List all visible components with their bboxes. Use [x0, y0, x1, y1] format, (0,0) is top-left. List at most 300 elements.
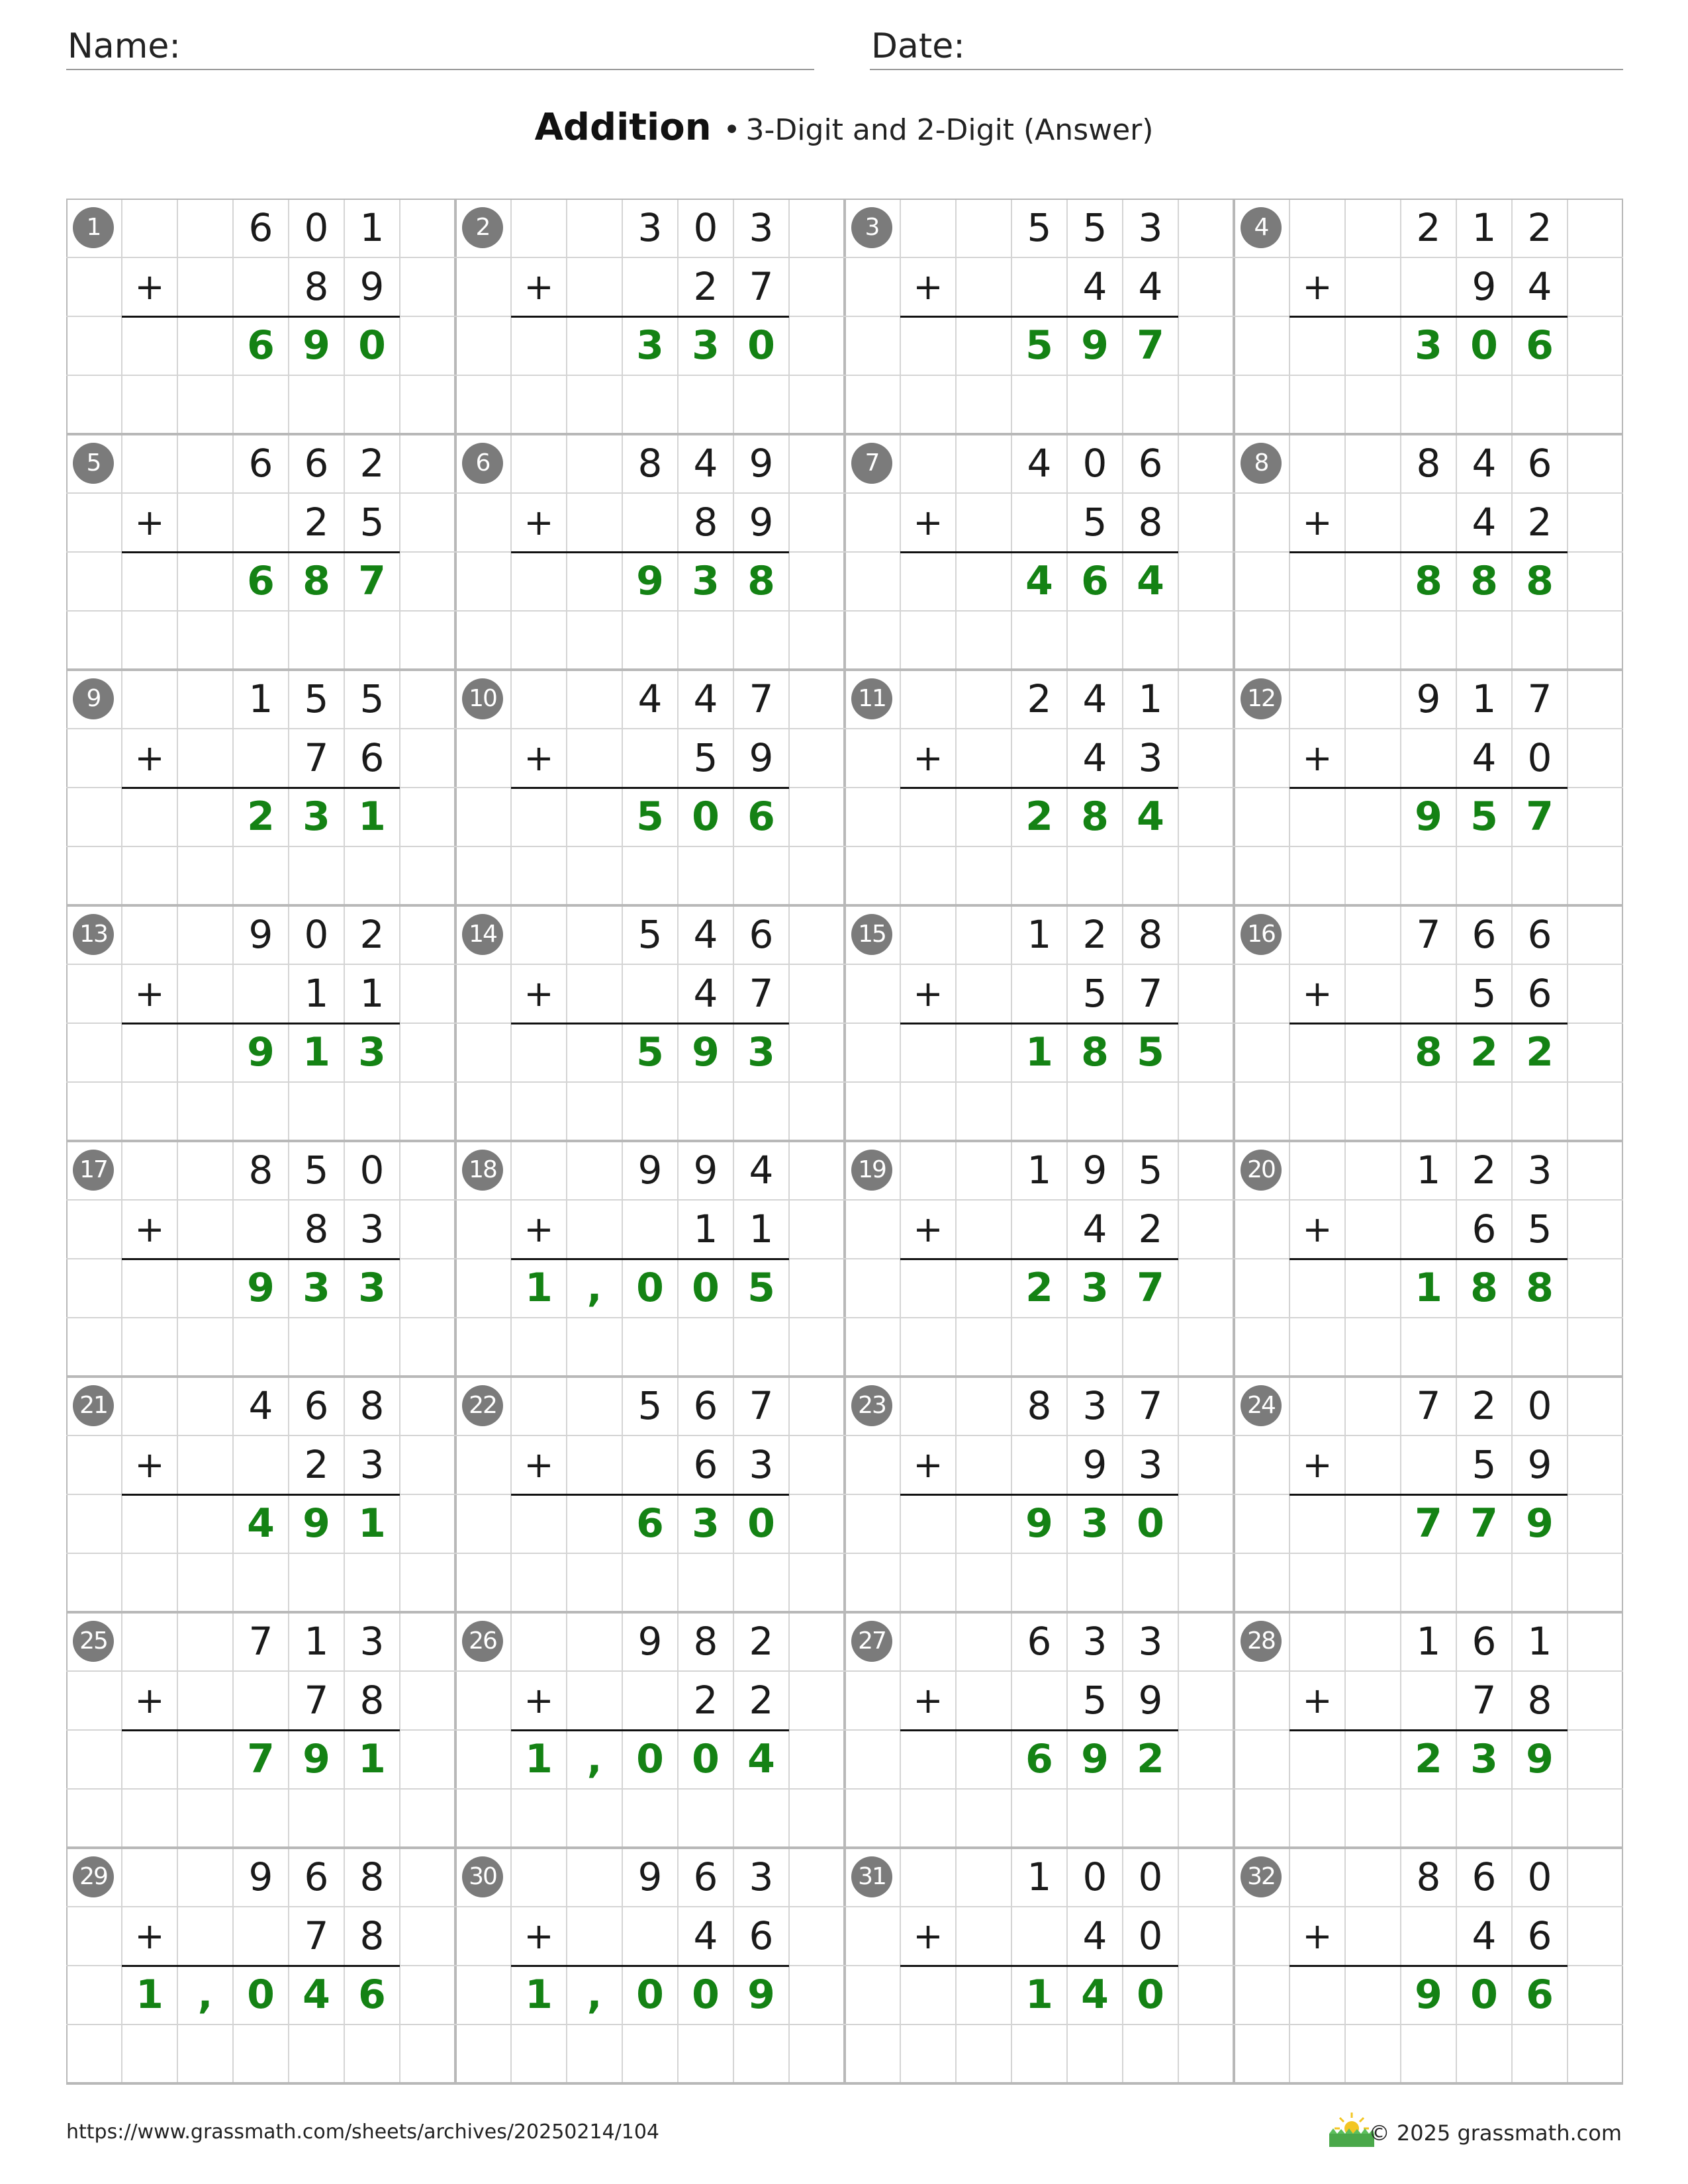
answer-digit: 8 [303, 558, 330, 604]
answer-digit: 1 [525, 1972, 553, 2018]
addend-top-digit: 2 [359, 912, 385, 957]
addend-bottom-digit: 8 [1138, 500, 1163, 545]
problem-number-badge: 27 [851, 1621, 892, 1662]
title-separator: • [723, 113, 741, 147]
addend-bottom-digit: 9 [1527, 1442, 1552, 1487]
problem-number-badge: 32 [1241, 1856, 1282, 1897]
addend-top-digit: 9 [637, 1148, 663, 1193]
addend-top-digit: 9 [1082, 1148, 1107, 1193]
answer-digit: 3 [692, 558, 720, 604]
addend-bottom-digit: 4 [1082, 264, 1107, 309]
addend-top-digit: 1 [1027, 912, 1052, 957]
addend-top-digit: 1 [1138, 676, 1163, 721]
plus-sign: + [134, 1680, 165, 1721]
problem-number-badge: 5 [73, 443, 114, 484]
addend-bottom-digit: 4 [693, 1913, 718, 1958]
addend-bottom-digit: 2 [693, 264, 718, 309]
plus-sign: + [1302, 973, 1333, 1015]
addend-top-digit: 2 [1472, 1148, 1497, 1193]
answer-digit: 0 [1137, 1500, 1164, 1547]
answer-digit: 6 [358, 1972, 386, 2018]
addend-bottom-digit: 9 [359, 264, 385, 309]
addend-bottom-digit: 9 [1082, 1442, 1107, 1487]
addend-top-digit: 3 [1138, 1619, 1163, 1664]
addend-top-digit: 0 [359, 1148, 385, 1193]
answer-digit: 5 [1137, 1029, 1164, 1075]
answer-digit: 3 [692, 322, 720, 369]
plus-sign: + [913, 973, 943, 1015]
problem-number-badge: 6 [462, 443, 503, 484]
footer-copyright: © 2025 grassmath.com [1368, 2120, 1622, 2146]
addend-top-digit: 9 [749, 441, 774, 486]
addend-top-digit: 1 [1472, 676, 1497, 721]
answer-digit: 0 [747, 1500, 775, 1547]
problem-number-badge: 26 [462, 1621, 503, 1662]
date-field[interactable] [870, 26, 1623, 70]
answer-digit: 5 [1470, 794, 1498, 840]
addend-bottom-digit: 7 [1472, 1678, 1497, 1723]
answer-digit: 0 [636, 1736, 664, 1782]
answer-digit: 6 [1081, 558, 1109, 604]
answer-digit: 8 [1470, 1265, 1498, 1311]
title-main: Addition [534, 106, 712, 149]
problem-number-badge: 8 [1241, 443, 1282, 484]
addend-top-digit: 5 [304, 676, 329, 721]
answer-digit: , [586, 1972, 602, 2018]
problem-number-badge: 17 [73, 1150, 114, 1191]
problem-number-badge: 15 [851, 914, 892, 955]
answer-digit: 4 [1137, 558, 1164, 604]
addend-top-digit: 9 [248, 1854, 273, 1899]
addend-bottom-digit: 4 [1527, 264, 1552, 309]
addend-top-digit: 7 [749, 1383, 774, 1428]
answer-digit: 6 [747, 794, 775, 840]
plus-sign: + [913, 266, 943, 308]
addend-top-digit: 1 [1027, 1854, 1052, 1899]
addend-bottom-digit: 3 [359, 1442, 385, 1487]
plus-sign: + [524, 266, 554, 308]
addend-top-digit: 8 [637, 441, 663, 486]
answer-digit: 3 [358, 1265, 386, 1311]
addend-bottom-digit: 3 [359, 1206, 385, 1251]
answer-digit: 2 [1415, 1736, 1442, 1782]
answer-digit: 9 [1025, 1500, 1053, 1547]
addend-top-digit: 3 [1138, 205, 1163, 250]
answer-digit: 7 [1526, 794, 1554, 840]
plus-sign: + [134, 737, 165, 779]
addend-top-digit: 1 [1416, 1148, 1441, 1193]
addend-top-digit: 3 [749, 205, 774, 250]
answer-digit: 1 [358, 1736, 386, 1782]
answer-digit: 9 [1081, 1736, 1109, 1782]
answer-digit: 1 [1415, 1265, 1442, 1311]
answer-digit: 5 [747, 1265, 775, 1311]
answer-digit: 4 [1137, 794, 1164, 840]
answer-digit: , [197, 1972, 213, 2018]
addend-top-digit: 8 [248, 1148, 273, 1193]
addend-top-digit: 2 [1027, 676, 1052, 721]
answer-digit: 9 [1415, 794, 1442, 840]
addend-top-digit: 8 [1416, 441, 1441, 486]
addend-top-digit: 0 [304, 912, 329, 957]
answer-digit: 9 [1415, 1972, 1442, 2018]
addend-top-digit: 9 [1416, 676, 1441, 721]
answer-digit: 4 [1081, 1972, 1109, 2018]
plus-sign: + [134, 266, 165, 308]
name-field[interactable] [66, 26, 814, 70]
problem-number-badge: 23 [851, 1385, 892, 1426]
answer-digit: 2 [247, 794, 275, 840]
addend-bottom-digit: 1 [359, 971, 385, 1016]
answer-digit: 3 [303, 1265, 330, 1311]
addend-bottom-digit: 6 [1527, 971, 1552, 1016]
addend-top-digit: 4 [1082, 676, 1107, 721]
addend-top-digit: 5 [304, 1148, 329, 1193]
answer-digit: 0 [1470, 1972, 1498, 2018]
addend-top-digit: 6 [304, 1383, 329, 1428]
answer-digit: 7 [247, 1736, 275, 1782]
answer-digit: 0 [692, 1736, 720, 1782]
answer-digit: 3 [747, 1029, 775, 1075]
addend-bottom-digit: 5 [359, 500, 385, 545]
answer-digit: 7 [1137, 322, 1164, 369]
addend-bottom-digit: 5 [1527, 1206, 1552, 1251]
answer-digit: 9 [247, 1029, 275, 1075]
answer-digit: 0 [636, 1972, 664, 2018]
addend-top-digit: 4 [693, 676, 718, 721]
problem-number-badge: 11 [851, 678, 892, 719]
problem-number-badge: 9 [73, 678, 114, 719]
addend-top-digit: 0 [693, 205, 718, 250]
addend-top-digit: 8 [693, 1619, 718, 1664]
addend-top-digit: 4 [248, 1383, 273, 1428]
answer-digit: 8 [1081, 794, 1109, 840]
answer-digit: 1 [525, 1265, 553, 1311]
answer-digit: 0 [692, 794, 720, 840]
answer-digit: 9 [303, 322, 330, 369]
addend-top-digit: 1 [1472, 205, 1497, 250]
addend-top-digit: 6 [1527, 441, 1552, 486]
addend-top-digit: 5 [637, 1383, 663, 1428]
addend-bottom-digit: 2 [749, 1678, 774, 1723]
addend-top-digit: 5 [359, 676, 385, 721]
name-label: Name: [68, 26, 181, 66]
addend-bottom-digit: 7 [304, 735, 329, 780]
addend-top-digit: 6 [1472, 1619, 1497, 1664]
addend-bottom-digit: 8 [304, 1206, 329, 1251]
answer-digit: 0 [358, 322, 386, 369]
answer-digit: 6 [247, 322, 275, 369]
addend-bottom-digit: 4 [1472, 500, 1497, 545]
addend-top-digit: 6 [1527, 912, 1552, 957]
addend-top-digit: 4 [1027, 441, 1052, 486]
plus-sign: + [134, 502, 165, 543]
answer-digit: 9 [1526, 1736, 1554, 1782]
answer-digit: 2 [1470, 1029, 1498, 1075]
addend-top-digit: 7 [248, 1619, 273, 1664]
addend-top-digit: 6 [304, 441, 329, 486]
plus-sign: + [524, 502, 554, 543]
addend-bottom-digit: 5 [693, 735, 718, 780]
problem-number-badge: 3 [851, 207, 892, 248]
answer-digit: 7 [1137, 1265, 1164, 1311]
problem-number-badge: 25 [73, 1621, 114, 1662]
addend-bottom-digit: 7 [1138, 971, 1163, 1016]
problem-number-badge: 7 [851, 443, 892, 484]
addend-top-digit: 6 [1472, 1854, 1497, 1899]
addend-top-digit: 1 [1416, 1619, 1441, 1664]
addend-top-digit: 2 [749, 1619, 774, 1664]
answer-digit: 2 [1025, 794, 1053, 840]
answer-digit: 9 [692, 1029, 720, 1075]
answer-digit: 5 [636, 1029, 664, 1075]
problem-number-badge: 29 [73, 1856, 114, 1897]
footer-url: https://www.grassmath.com/sheets/archives/20250214/104 [66, 2120, 660, 2144]
addend-bottom-digit: 1 [693, 1206, 718, 1251]
problem-number-badge: 1 [73, 207, 114, 248]
answer-digit: 1 [1025, 1029, 1053, 1075]
worksheet-title [0, 106, 1688, 149]
addend-bottom-digit: 9 [749, 500, 774, 545]
plus-sign: + [913, 1208, 943, 1250]
answer-digit: 0 [1470, 322, 1498, 369]
answer-digit: 8 [1470, 558, 1498, 604]
problem-number-badge: 2 [462, 207, 503, 248]
addend-top-digit: 9 [693, 1148, 718, 1193]
answer-digit: 3 [303, 794, 330, 840]
addend-top-digit: 3 [359, 1619, 385, 1664]
problem-number-badge: 10 [462, 678, 503, 719]
addend-bottom-digit: 5 [1472, 971, 1497, 1016]
answer-digit: , [586, 1265, 602, 1311]
answer-digit: 8 [1526, 558, 1554, 604]
addend-top-digit: 6 [1472, 912, 1497, 957]
answer-digit: 1 [1025, 1972, 1053, 2018]
plus-sign: + [134, 1915, 165, 1957]
addend-bottom-digit: 6 [1527, 1913, 1552, 1958]
addend-bottom-digit: 9 [1138, 1678, 1163, 1723]
answer-digit: 4 [303, 1972, 330, 2018]
addend-top-digit: 8 [1416, 1854, 1441, 1899]
addend-top-digit: 9 [637, 1854, 663, 1899]
addend-bottom-digit: 4 [1082, 1913, 1107, 1958]
answer-digit: 0 [1137, 1972, 1164, 2018]
problem-number-badge: 16 [1241, 914, 1282, 955]
addend-bottom-digit: 1 [304, 971, 329, 1016]
plus-sign: + [1302, 1915, 1333, 1957]
addend-top-digit: 6 [248, 441, 273, 486]
title-subtitle: 3-Digit and 2-Digit (Answer) [745, 113, 1154, 147]
addend-bottom-digit: 8 [359, 1913, 385, 1958]
answer-digit: 9 [303, 1736, 330, 1782]
addend-bottom-digit: 6 [749, 1913, 774, 1958]
addend-top-digit: 3 [637, 205, 663, 250]
addend-top-digit: 8 [1138, 912, 1163, 957]
addend-bottom-digit: 4 [693, 971, 718, 1016]
answer-digit: 7 [358, 558, 386, 604]
answer-digit: 9 [303, 1500, 330, 1547]
plus-sign: + [524, 1444, 554, 1486]
problem-number-badge: 20 [1241, 1150, 1282, 1191]
answer-digit: 9 [1081, 322, 1109, 369]
answer-digit: 4 [1025, 558, 1053, 604]
answer-digit: 3 [1470, 1736, 1498, 1782]
problem-number-badge: 14 [462, 914, 503, 955]
addend-bottom-digit: 3 [1138, 735, 1163, 780]
problem-number-badge: 12 [1241, 678, 1282, 719]
addend-top-digit: 7 [749, 676, 774, 721]
addend-top-digit: 8 [359, 1383, 385, 1428]
addend-bottom-digit: 7 [749, 971, 774, 1016]
answer-digit: 3 [636, 322, 664, 369]
problem-number-badge: 19 [851, 1150, 892, 1191]
addend-top-digit: 2 [1527, 205, 1552, 250]
answer-digit: 4 [747, 1736, 775, 1782]
addend-bottom-digit: 2 [693, 1678, 718, 1723]
addend-bottom-digit: 6 [359, 735, 385, 780]
addend-top-digit: 0 [304, 205, 329, 250]
answer-digit: 5 [636, 794, 664, 840]
addend-bottom-digit: 4 [1472, 1913, 1497, 1958]
answer-digit: 1 [303, 1029, 330, 1075]
problem-number-badge: 21 [73, 1385, 114, 1426]
addend-bottom-digit: 8 [1527, 1678, 1552, 1723]
addend-bottom-digit: 5 [1472, 1442, 1497, 1487]
plus-sign: + [913, 1915, 943, 1957]
answer-digit: 6 [1526, 1972, 1554, 2018]
answer-digit: , [586, 1736, 602, 1782]
addend-top-digit: 2 [1416, 205, 1441, 250]
answer-digit: 8 [1081, 1029, 1109, 1075]
addend-bottom-digit: 2 [304, 1442, 329, 1487]
addend-top-digit: 2 [359, 441, 385, 486]
addend-bottom-digit: 1 [749, 1206, 774, 1251]
addend-top-digit: 3 [749, 1854, 774, 1899]
addend-top-digit: 7 [1416, 912, 1441, 957]
answer-digit: 6 [1025, 1736, 1053, 1782]
addend-bottom-digit: 6 [693, 1442, 718, 1487]
plus-sign: + [1302, 1444, 1333, 1486]
problem-number-badge: 30 [462, 1856, 503, 1897]
plus-sign: + [1302, 502, 1333, 543]
plus-sign: + [524, 737, 554, 779]
answer-digit: 8 [1415, 558, 1442, 604]
addend-top-digit: 2 [1082, 912, 1107, 957]
answer-digit: 0 [692, 1265, 720, 1311]
plus-sign: + [913, 1444, 943, 1486]
addend-bottom-digit: 0 [1527, 735, 1552, 780]
addend-top-digit: 3 [1527, 1148, 1552, 1193]
answer-digit: 0 [636, 1265, 664, 1311]
answer-digit: 9 [747, 1972, 775, 2018]
answer-digit: 1 [136, 1972, 164, 2018]
addend-top-digit: 0 [1527, 1854, 1552, 1899]
plus-sign: + [134, 1444, 165, 1486]
answer-digit: 6 [636, 1500, 664, 1547]
problem-grid [66, 199, 1623, 2089]
answer-digit: 2 [1137, 1736, 1164, 1782]
addend-top-digit: 4 [693, 441, 718, 486]
addend-top-digit: 6 [1027, 1619, 1052, 1664]
addend-top-digit: 0 [1138, 1854, 1163, 1899]
addend-top-digit: 7 [1138, 1383, 1163, 1428]
addend-top-digit: 1 [1527, 1619, 1552, 1664]
problem-number-badge: 18 [462, 1150, 503, 1191]
answer-digit: 3 [1415, 322, 1442, 369]
plus-sign: + [524, 1208, 554, 1250]
addend-top-digit: 4 [693, 912, 718, 957]
plus-sign: + [1302, 266, 1333, 308]
answer-digit: 7 [1415, 1500, 1442, 1547]
answer-digit: 8 [747, 558, 775, 604]
answer-digit: 8 [1415, 1029, 1442, 1075]
answer-digit: 3 [692, 1500, 720, 1547]
addend-bottom-digit: 8 [693, 500, 718, 545]
addend-top-digit: 4 [637, 676, 663, 721]
addend-top-digit: 1 [1027, 1148, 1052, 1193]
problem-number-badge: 13 [73, 914, 114, 955]
addend-top-digit: 3 [1082, 1383, 1107, 1428]
addend-top-digit: 0 [1082, 1854, 1107, 1899]
answer-digit: 1 [525, 1736, 553, 1782]
problem-number-badge: 28 [1241, 1621, 1282, 1662]
problem-number-badge: 31 [851, 1856, 892, 1897]
date-label: Date: [871, 26, 965, 66]
addend-top-digit: 0 [1082, 441, 1107, 486]
addend-top-digit: 9 [248, 912, 273, 957]
addend-top-digit: 6 [1138, 441, 1163, 486]
addend-bottom-digit: 3 [749, 1442, 774, 1487]
addend-top-digit: 3 [1082, 1619, 1107, 1664]
addend-bottom-digit: 4 [1138, 264, 1163, 309]
answer-digit: 3 [1081, 1500, 1109, 1547]
answer-digit: 1 [358, 1500, 386, 1547]
addend-top-digit: 4 [1472, 441, 1497, 486]
plus-sign: + [913, 737, 943, 779]
addend-top-digit: 7 [1416, 1383, 1441, 1428]
answer-digit: 2 [1526, 1029, 1554, 1075]
problem-number-badge: 22 [462, 1385, 503, 1426]
addend-bottom-digit: 6 [1472, 1206, 1497, 1251]
answer-digit: 3 [1081, 1265, 1109, 1311]
answer-digit: 0 [747, 322, 775, 369]
addend-bottom-digit: 4 [1082, 735, 1107, 780]
addend-top-digit: 4 [749, 1148, 774, 1193]
answer-digit: 3 [358, 1029, 386, 1075]
addend-top-digit: 9 [637, 1619, 663, 1664]
addend-top-digit: 6 [749, 912, 774, 957]
addend-bottom-digit: 5 [1082, 500, 1107, 545]
addend-top-digit: 6 [248, 205, 273, 250]
addend-top-digit: 5 [1082, 205, 1107, 250]
answer-digit: 1 [358, 794, 386, 840]
answer-digit: 6 [247, 558, 275, 604]
answer-digit: 9 [247, 1265, 275, 1311]
plus-sign: + [524, 973, 554, 1015]
addend-top-digit: 0 [1527, 1383, 1552, 1428]
plus-sign: + [134, 973, 165, 1015]
addend-bottom-digit: 5 [1082, 1678, 1107, 1723]
answer-digit: 5 [1025, 322, 1053, 369]
addend-bottom-digit: 7 [749, 264, 774, 309]
addend-bottom-digit: 8 [304, 264, 329, 309]
addend-top-digit: 1 [304, 1619, 329, 1664]
addend-top-digit: 8 [359, 1854, 385, 1899]
addend-bottom-digit: 9 [1472, 264, 1497, 309]
addend-bottom-digit: 7 [304, 1678, 329, 1723]
addend-top-digit: 1 [359, 205, 385, 250]
addend-bottom-digit: 8 [359, 1678, 385, 1723]
